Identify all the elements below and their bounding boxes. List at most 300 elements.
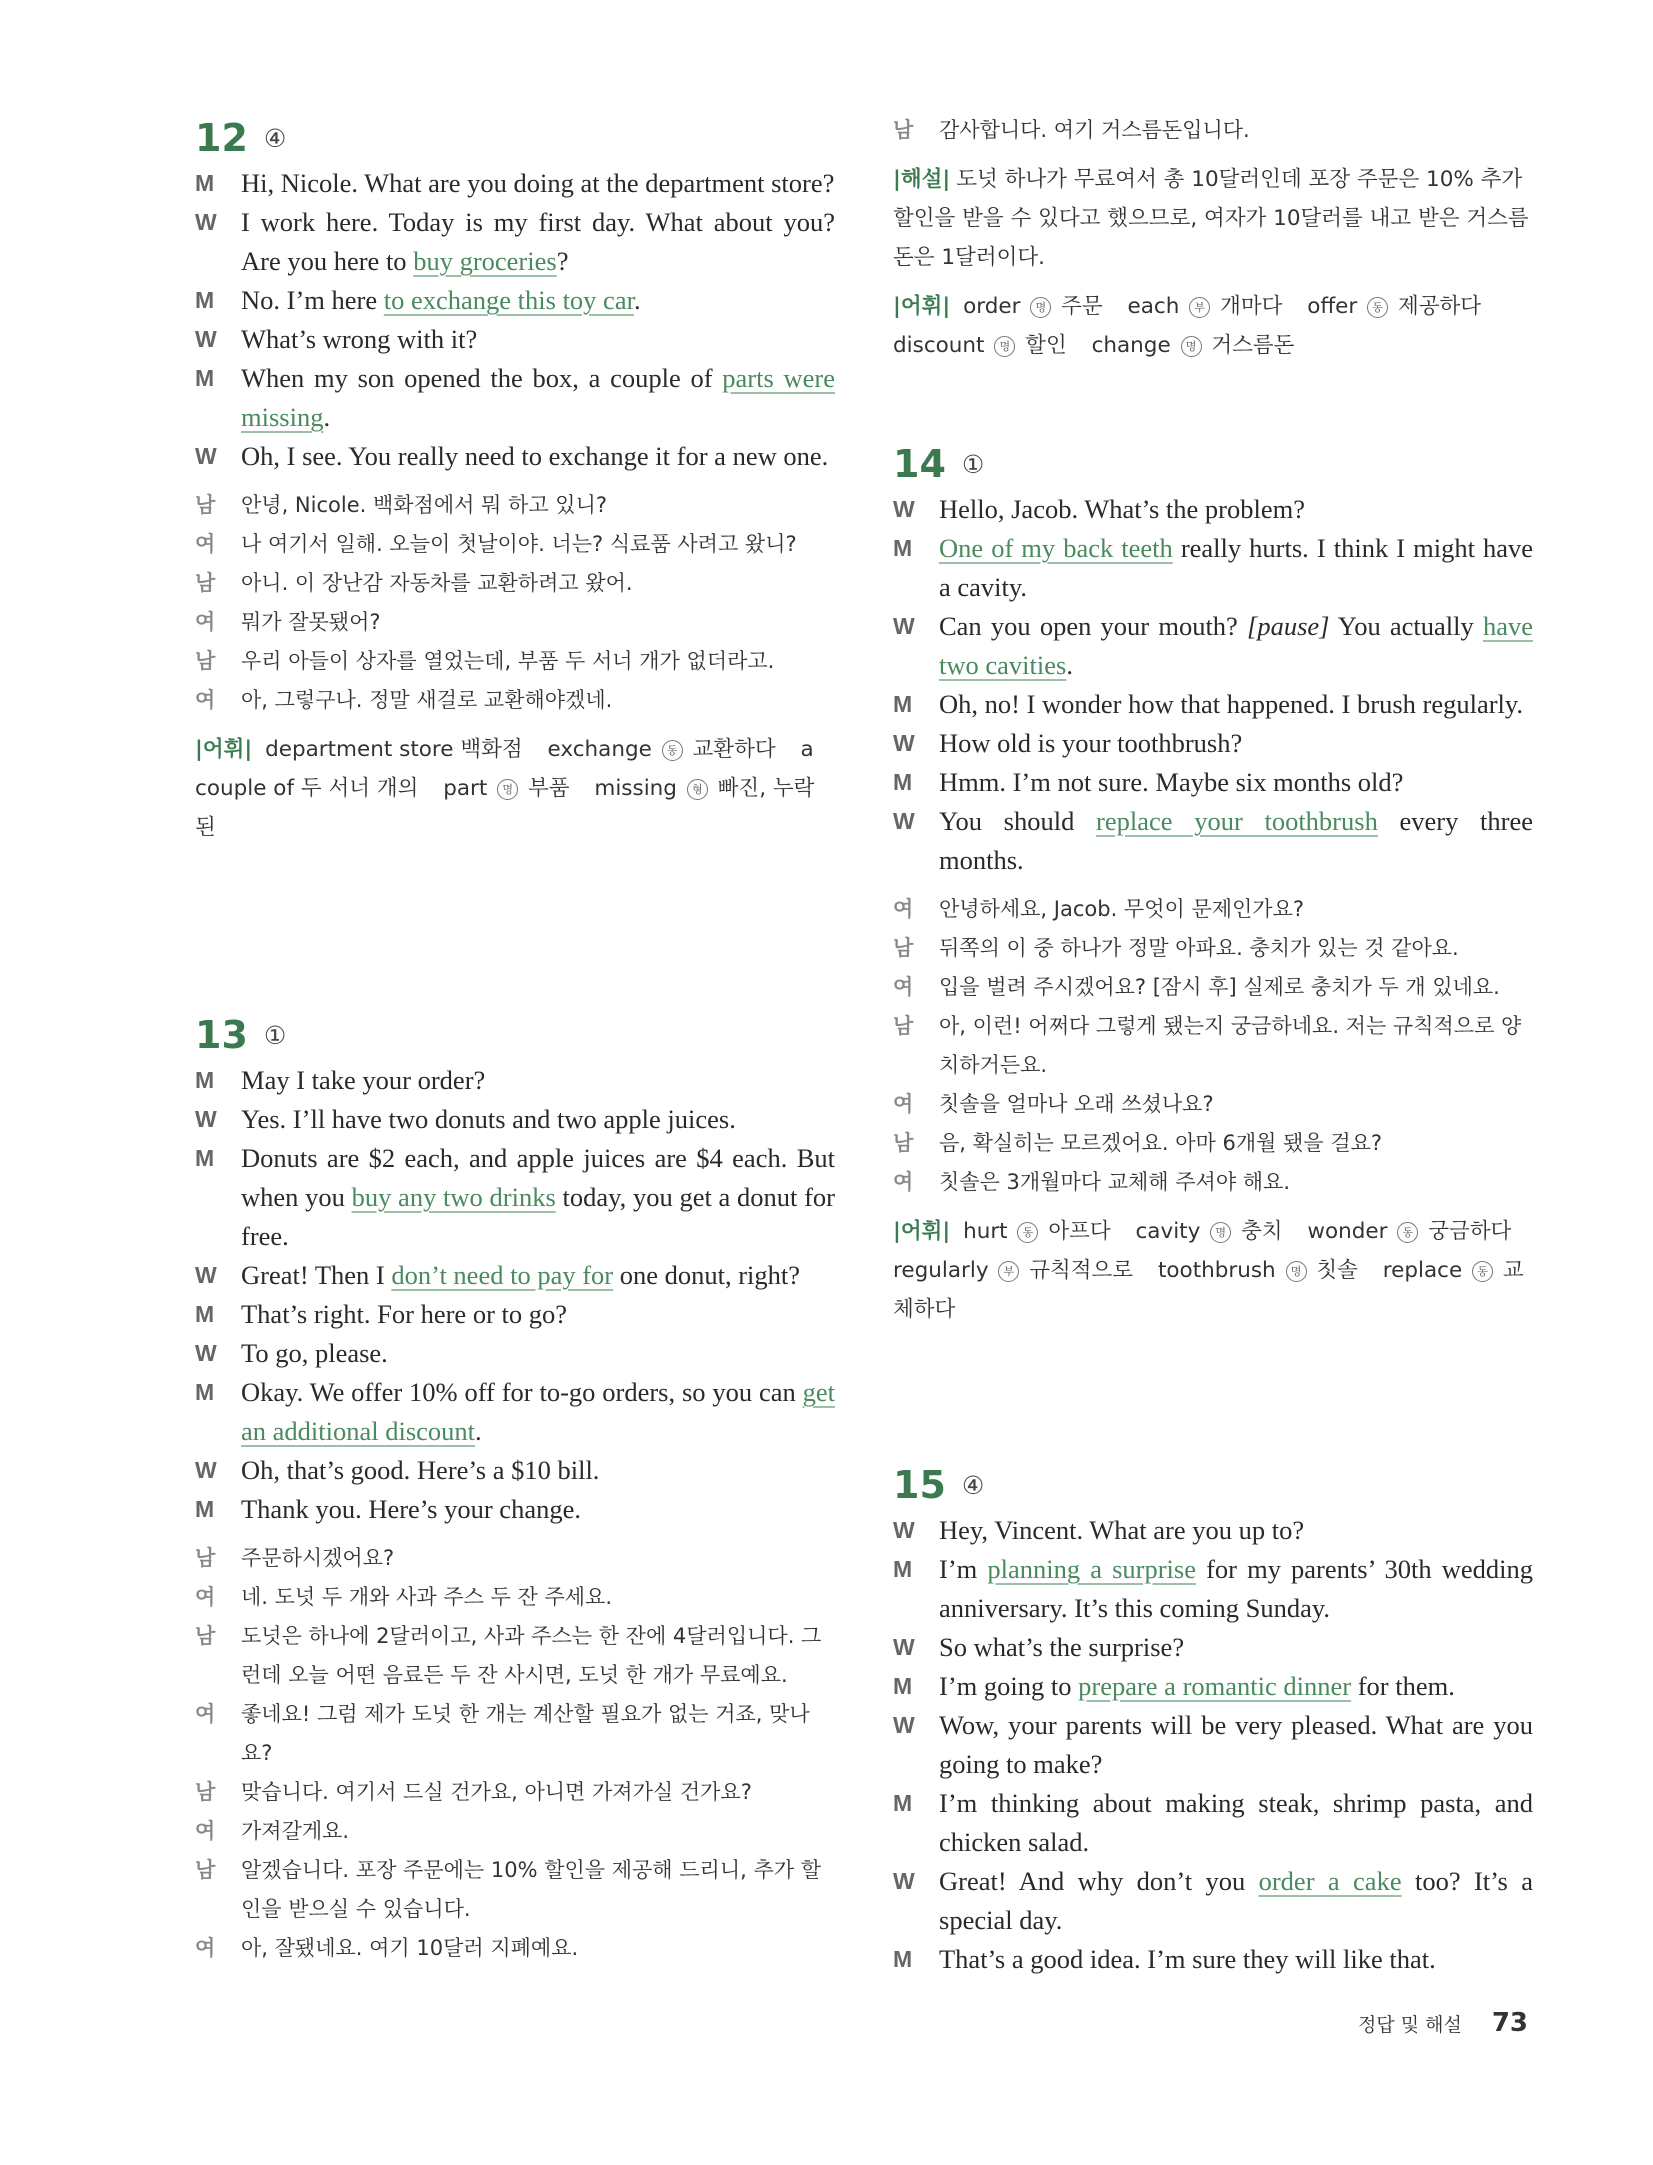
dialogue-text [939,1784,1533,1862]
english-script [195,1061,835,1529]
text-run: I’m thinking about making steak, shrimp pasta, and chicken salad. [939,1788,1533,1857]
speaker-label: W [195,1457,217,1483]
blank-answer: order a cake [1258,1866,1402,1896]
vocab-meaning: 개마다 [1220,294,1283,319]
speaker-label: M [195,1301,215,1327]
vocab-meaning: 규칙적으로 [1029,1258,1134,1283]
dialogue-text [241,1490,835,1529]
translation-line [195,564,835,603]
speaker-label: W [195,209,217,235]
translation-text: 칫솔은 3개월마다 교체해 주셔야 해요. [939,1170,1291,1194]
vocabulary-tag: |어휘| [893,1219,951,1244]
text-run: What’s wrong with it? [241,324,478,354]
dialogue-text [939,1667,1533,1706]
translation-text: 도넛은 하나에 2달러이고, 사과 주스는 한 잔에 4달러입니다. 그런데 오늘 어떤 음료든 두 잔 사시면, 도넛 한 개가 무료예요. [241,1624,822,1687]
question-12 [195,108,835,847]
speaker-label: 여 [893,1092,914,1116]
vocab-item [893,333,1067,358]
text-run: I’m [939,1554,988,1584]
translation-text: 주문하시겠어요? [241,1546,395,1570]
vocab-item [265,737,523,762]
blank-answer: get an additional discount [241,1377,835,1446]
speaker-label: W [195,1340,217,1366]
dialogue-text [939,763,1533,802]
dialogue-line [893,607,1533,685]
speaker-label: M [893,1556,913,1582]
text-run: ? [556,246,569,276]
translation-line [893,1124,1533,1163]
text-run: Yes. I’ll have two donuts and two apple juices. [241,1104,736,1134]
speaker-label: W [893,1712,915,1738]
speaker-label: W [893,1868,915,1894]
text-run: No. I’m here [241,285,384,315]
part-of-speech-badge: 부 [998,1261,1019,1282]
translation-line [893,1163,1533,1202]
speaker-label: M [893,535,913,561]
blank-answer: don’t need to pay for [391,1260,614,1290]
speaker-label: 여 [195,1702,216,1726]
speaker-label: 여 [893,1170,914,1194]
vocab-word: toothbrush [1157,1258,1276,1283]
blank-answer: prepare a romantic dinner [1078,1671,1352,1701]
translation-line [195,642,835,681]
dialogue-line [195,203,835,281]
part-of-speech-badge: 동 [662,740,683,761]
text-run: today, you get a donut for free. [241,1182,835,1251]
dialogue-text [241,320,835,359]
speaker-label: 여 [195,1936,216,1960]
translation-text: 맞습니다. 여기서 드실 건가요, 아니면 가져가실 건가요? [241,1780,752,1804]
vocab-item [963,294,1103,319]
dialogue-line [893,1940,1533,1979]
speaker-label: 여 [195,1585,216,1609]
text-run: That’s right. For here or to go? [241,1299,568,1329]
vocabulary-note [893,287,1533,365]
dialogue-line [195,437,835,476]
translation-line [195,1812,835,1851]
translation-text: 나 여기서 일해. 오늘이 첫날이야. 너는? 식료품 사려고 왔니? [241,532,797,556]
text-run: . [1066,650,1073,680]
dialogue-text [939,1862,1533,1940]
speaker-label: 남 [893,118,914,142]
translation-text: 감사합니다. 여기 거스름돈입니다. [939,118,1250,142]
translation-line [195,603,835,642]
dialogue-line [195,1256,835,1295]
dialogue-line [195,1139,835,1256]
translation-text: 뒤쪽의 이 중 하나가 정말 아파요. 충치가 있는 것 같아요. [939,936,1459,960]
korean-translation-continued [893,111,1533,150]
vocab-word: regularly [893,1258,989,1283]
answer-mark: ① [961,449,985,479]
text-run: . [475,1416,482,1446]
part-of-speech-badge: 동 [1367,297,1388,318]
vocab-word: discount [893,333,985,358]
text-run: really hurts. I think I might have a cavity. [939,533,1533,602]
translation-text: 안녕, Nicole. 백화점에서 뭐 하고 있니? [241,493,607,517]
question-13-continued [893,111,1533,365]
dialogue-text [939,1706,1533,1784]
translation-text: 알겠습니다. 포장 주문에는 10% 할인을 제공해 드리니, 추가 할인을 받으실 수 있습니다. [241,1858,822,1921]
text-run: So what’s the surprise? [939,1632,1185,1662]
vocab-meaning: 백화점 [460,737,523,762]
speaker-label: 남 [195,1858,216,1882]
translation-text: 네. 도넛 두 개와 사과 주스 두 잔 주세요. [241,1585,613,1609]
dialogue-text [939,607,1533,685]
text-run: . [323,402,331,432]
question-14 [893,434,1533,1329]
text-run: How old is your toothbrush? [939,728,1243,758]
dialogue-text [241,164,835,203]
translation-line [893,111,1533,150]
speaker-label: M [195,170,215,196]
translation-line [893,968,1533,1007]
part-of-speech-badge: 동 [1397,1222,1418,1243]
translation-line [195,1851,835,1929]
speaker-label: 남 [195,1780,216,1804]
vocab-meaning: 거스름돈 [1211,333,1295,358]
korean-translation [893,890,1533,1202]
speaker-label: W [893,1634,915,1660]
translation-line [195,1617,835,1695]
part-of-speech-badge: 부 [1189,297,1210,318]
vocab-meaning: 제공하다 [1397,294,1482,319]
blank-answer: replace your toothbrush [1096,806,1378,836]
speaker-label: W [893,613,915,639]
part-of-speech-badge: 명 [1286,1261,1307,1282]
translation-line [195,525,835,564]
text-run: Can you open your mouth? [939,611,1248,641]
text-run: for them. [1351,1671,1455,1701]
vocab-item [443,776,569,801]
dialogue-text [241,1334,835,1373]
question-header [893,434,1533,494]
text-run: too? It’s a special day. [939,1866,1533,1935]
dialogue-line [195,164,835,203]
text-run: You actually [1329,611,1483,641]
dialogue-text [939,1940,1533,1979]
vocab-item [893,1258,1133,1283]
text-run: I work here. Today is my first day. What about you? Are you here to [241,207,835,276]
vocabulary-tag: |어휘| [893,294,951,319]
dialogue-text [241,1373,835,1451]
blank-answer: buy groceries [413,246,557,276]
dialogue-line [893,1511,1533,1550]
speaker-label: M [195,1145,215,1171]
part-of-speech-badge: 형 [687,779,708,800]
explanation-tag: |해설| [893,167,951,192]
vocab-word: wonder [1307,1219,1388,1244]
vocab-word: offer [1307,294,1358,319]
text-run: You should [939,806,1097,836]
text-run: Hey, Vincent. What are you up to? [939,1515,1305,1545]
speaker-label: M [195,1379,215,1405]
part-of-speech-badge: 명 [994,336,1015,357]
dialogue-line [195,281,835,320]
speaker-label: M [893,1946,913,1972]
speaker-label: 남 [893,1014,914,1038]
translation-line [195,1695,835,1773]
speaker-label: W [195,1262,217,1288]
dialogue-line [195,1334,835,1373]
speaker-label: W [195,326,217,352]
dialogue-text [241,203,835,281]
speaker-label: M [893,691,913,717]
translation-line [195,1539,835,1578]
korean-translation [195,1539,835,1968]
vocab-item [1158,1258,1358,1283]
english-script [893,490,1533,880]
speaker-label: W [195,443,217,469]
dialogue-text [241,1100,835,1139]
speaker-label: 여 [893,975,914,999]
vocab-word: change [1091,333,1171,358]
blank-answer: have two cavities [939,611,1533,680]
translation-line [893,929,1533,968]
vocab-word: a couple of [195,737,814,801]
text-run: Okay. We offer 10% off for to-go orders, so you can [241,1377,803,1407]
dialogue-line [893,685,1533,724]
speaker-label: W [893,730,915,756]
vocab-item [1092,333,1295,358]
speaker-label: 여 [195,610,216,634]
dialogue-line [195,1295,835,1334]
text-run: To go, please. [241,1338,388,1368]
answer-mark: ① [263,1020,287,1050]
answer-mark: ④ [961,1470,985,1500]
speaker-label: M [893,769,913,795]
speaker-label: W [893,496,915,522]
dialogue-line [893,1550,1533,1628]
text-run: Oh, no! I wonder how that happened. I brush regularly. [939,689,1524,719]
vocab-meaning: 칫솔 [1316,1258,1358,1283]
translation-line [195,486,835,525]
vocab-word: order [963,294,1021,319]
dialogue-text [241,1256,835,1295]
translation-text: 입을 벌려 주시겠어요? [잠시 후] 실제로 충치가 두 개 있네요. [939,975,1500,999]
korean-translation [195,486,835,720]
translation-line [195,1578,835,1617]
translation-line [195,1929,835,1968]
part-of-speech-badge: 명 [1181,336,1202,357]
question-number: 15 [893,1463,946,1507]
blank-answer: planning a surprise [987,1554,1196,1584]
translation-line [893,890,1533,929]
speaker-label: 남 [195,1624,216,1648]
dialogue-text [241,437,835,476]
part-of-speech-badge: 명 [497,779,518,800]
translation-text: 칫솔을 얼마나 오래 쓰셨나요? [939,1092,1214,1116]
translation-text: 아, 잘됐네요. 여기 10달러 지폐예요. [241,1936,579,1960]
speaker-label: 여 [195,1819,216,1843]
text-run: That’s a good idea. I’m sure they will like that. [939,1944,1436,1974]
text-run: Great! Then I [241,1260,392,1290]
dialogue-line [195,320,835,359]
translation-text: 아니. 이 장난감 자동차를 교환하려고 왔어. [241,571,633,595]
question-header [195,108,835,168]
translation-line [195,1773,835,1812]
text-run: . [633,285,641,315]
vocabulary-list [195,737,814,840]
vocabulary-note [893,1212,1533,1329]
vocab-meaning: 교환하다 [692,737,776,762]
answer-mark: ④ [263,123,287,153]
dialogue-text [939,1511,1533,1550]
vocab-word: cavity [1135,1219,1201,1244]
dialogue-text [939,802,1533,880]
vocab-item [1128,294,1283,319]
blank-answer: buy any two drinks [351,1182,556,1212]
dialogue-text [939,685,1533,724]
vocab-word: part [443,776,488,801]
part-of-speech-badge: 동 [1017,1222,1038,1243]
text-run: Donuts are $2 each, and apple juices are $4 each. But when you [241,1143,835,1212]
speaker-label: W [893,1517,915,1543]
translation-text: 음, 확실히는 모르겠어요. 아마 6개월 됐을 걸요? [939,1131,1383,1155]
speaker-label: 여 [195,688,216,712]
dialogue-line [893,1706,1533,1784]
speaker-label: M [893,1790,913,1816]
vocab-meaning: 교체하다 [893,1258,1524,1322]
vocab-meaning: 주문 [1061,294,1103,319]
dialogue-text [241,1139,835,1256]
text-run: I’m going to [939,1671,1079,1701]
dialogue-text [939,1628,1533,1667]
vocab-meaning: 충치 [1241,1219,1283,1244]
vocab-meaning: 할인 [1025,333,1067,358]
text-run: every three months. [939,806,1533,875]
translation-text: 가져갈게요. [241,1819,350,1843]
speaker-label: 남 [893,936,914,960]
blank-answer: parts were missing [241,363,835,432]
text-run: Thank you. Here’s your change. [241,1494,581,1524]
vocab-item [548,737,776,762]
speaker-label: 여 [195,532,216,556]
dialogue-line [893,1784,1533,1862]
speaker-label: M [893,1673,913,1699]
vocab-meaning: 두 서너 개의 [300,776,419,801]
dialogue-text [241,359,835,437]
question-number: 13 [195,1013,248,1057]
speaker-label: M [195,365,215,391]
question-header [893,1455,1533,1515]
speaker-label: W [195,1106,217,1132]
text-run: Oh, that’s good. Here’s a $10 bill. [241,1455,600,1485]
dialogue-text [241,1295,835,1334]
vocab-meaning: 빠진, 누락된 [195,776,815,840]
speaker-label: W [893,808,915,834]
translation-text: 아, 그렇구나. 정말 새걸로 교환해야겠네. [241,688,613,712]
vocab-word: department store [265,737,454,762]
footer-label: 정답 및 해설 [1357,2014,1462,2036]
english-script [893,1511,1533,1979]
dialogue-line [893,529,1533,607]
speaker-label: 남 [195,571,216,595]
dialogue-text [939,1550,1533,1628]
translation-text: 우리 아들이 상자를 열었는데, 부품 두 서너 개가 없더라고. [241,649,775,673]
part-of-speech-badge: 동 [1472,1261,1493,1282]
question-13 [195,1005,835,1968]
english-script [195,164,835,476]
dialogue-line [893,1628,1533,1667]
question-header [195,1005,835,1065]
dialogue-line [893,802,1533,880]
dialogue-text [939,490,1533,529]
dialogue-line [195,1373,835,1451]
blank-answer: to exchange this toy car [383,285,634,315]
part-of-speech-badge: 명 [1210,1222,1231,1243]
text-run: Hmm. I’m not sure. Maybe six months old? [939,767,1404,797]
vocab-item [1307,1219,1511,1244]
part-of-speech-badge: 명 [1030,297,1051,318]
translation-line [195,681,835,720]
dialogue-text [939,724,1533,763]
vocab-item [963,1219,1111,1244]
dialogue-line [893,1862,1533,1940]
vocab-meaning: 부품 [528,776,570,801]
speaker-label: 남 [195,649,216,673]
vocab-word: replace [1382,1258,1463,1283]
text-run: May I take your order? [241,1065,486,1095]
vocab-word: missing [594,776,677,801]
question-number: 12 [195,116,248,160]
text-run: Oh, I see. You really need to exchange it for a new one. [241,441,829,471]
vocabulary-list [893,1219,1529,1322]
dialogue-line [893,490,1533,529]
speaker-label: 남 [893,1131,914,1155]
dialogue-line [893,724,1533,763]
speaker-label: M [195,287,215,313]
dialogue-line [893,763,1533,802]
dialogue-line [195,1100,835,1139]
vocabulary-tag: |어휘| [195,737,253,762]
dialogue-text [241,1451,835,1490]
vocab-word: hurt [963,1219,1008,1244]
dialogue-text [241,1061,835,1100]
text-run: one donut, right? [613,1260,801,1290]
text-run: Great! And why don’t you [939,1866,1259,1896]
dialogue-line [195,1490,835,1529]
translation-line [893,1085,1533,1124]
speaker-label: M [195,1067,215,1093]
stage-direction: [pause] [1247,611,1330,641]
translation-text: 안녕하세요, Jacob. 무엇이 문제인가요? [939,897,1305,921]
page-footer [1358,2008,1528,2038]
vocabulary-list [893,294,1499,358]
explanation-text: 도넛 하나가 무료여서 총 10달러인데 포장 주문은 10% 추가 할인을 받을 수 있다고 했으므로, 여자가 10달러를 내고 받은 거스름돈은 1달러이다. [893,167,1529,270]
dialogue-line [195,1451,835,1490]
question-15 [893,1455,1533,1979]
page-number: 73 [1491,2008,1528,2038]
vocab-meaning: 아프다 [1048,1219,1111,1244]
text-run: Hello, Jacob. What’s the problem? [939,494,1305,524]
vocab-meaning: 궁금하다 [1428,1219,1512,1244]
vocab-word: each [1127,294,1180,319]
speaker-label: 남 [195,1546,216,1570]
speaker-label: 여 [893,897,914,921]
text-run: When my son opened the box, a couple of [241,363,723,393]
text-run: Wow, your parents will be very pleased. What are you going to make? [939,1710,1533,1779]
translation-text: 뭐가 잘못됐어? [241,610,381,634]
vocab-item [1307,294,1481,319]
dialogue-text [241,281,835,320]
speaker-label: M [195,1496,215,1522]
dialogue-line [195,359,835,437]
vocabulary-note [195,730,835,847]
text-run: for my parents’ 30th wedding anniversary. It’s this coming Sunday. [939,1554,1534,1623]
dialogue-line [893,1667,1533,1706]
vocab-word: exchange [547,737,652,762]
explanation-note [893,160,1533,277]
